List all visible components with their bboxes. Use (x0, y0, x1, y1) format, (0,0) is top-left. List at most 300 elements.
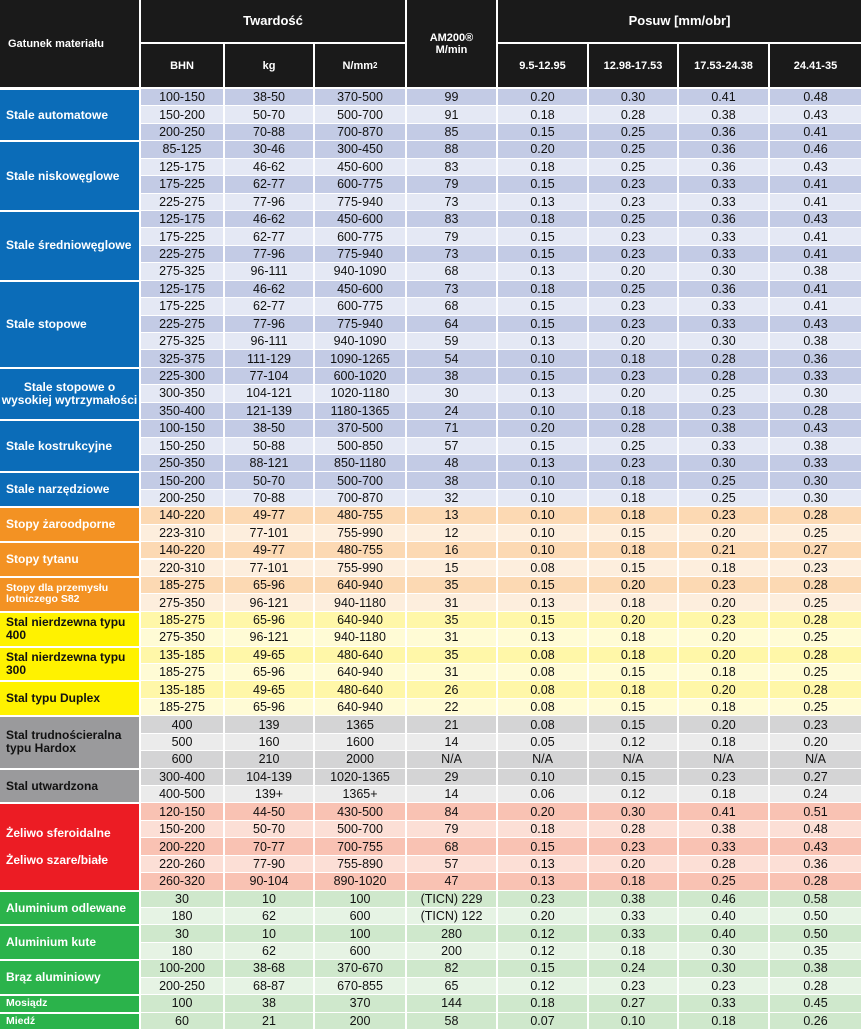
category-cell (0, 578, 139, 611)
table-cell: 30 (407, 385, 496, 402)
table-cell: 0.23 (498, 891, 587, 908)
table-cell: 0.27 (770, 769, 861, 786)
table-cell: 300-400 (141, 769, 223, 786)
table-cell: 180 (141, 908, 223, 925)
table-cell: 120-150 (141, 803, 223, 820)
table-cell: 0.30 (770, 385, 861, 402)
table-cell: 0.18 (679, 734, 768, 751)
table-cell: 99 (407, 89, 496, 106)
table-cell: 1365 (315, 716, 405, 733)
table-cell: 70-77 (225, 838, 313, 855)
table-cell: 77-90 (225, 856, 313, 873)
category-label: Stale automatowe (6, 107, 109, 122)
table-cell: 96-111 (225, 263, 313, 280)
table-cell: 0.25 (589, 124, 677, 141)
table-cell: 0.33 (589, 908, 677, 925)
category-cell (0, 212, 139, 280)
table-cell: 13 (407, 507, 496, 524)
table-cell: 0.21 (679, 542, 768, 559)
table-cell: 60 (141, 1013, 223, 1030)
header-feed-range-label: 17.53-24.38 (694, 59, 753, 72)
table-cell: 450-600 (315, 281, 405, 298)
table-cell: 0.43 (770, 159, 861, 176)
category-cell (0, 804, 139, 889)
table-cell: 0.38 (770, 960, 861, 977)
table-cell: 0.23 (770, 560, 861, 577)
table-cell: 0.20 (498, 420, 587, 437)
table-cell: 62 (225, 943, 313, 960)
table-cell: 0.23 (679, 978, 768, 995)
table-cell: 0.15 (589, 560, 677, 577)
table-cell: 0.08 (498, 560, 587, 577)
table-cell: 62-77 (225, 228, 313, 245)
table-cell: 0.33 (770, 368, 861, 385)
table-cell: 0.46 (770, 141, 861, 158)
table-cell: 46-62 (225, 211, 313, 228)
table-cell: 0.28 (770, 612, 861, 629)
table-cell: 0.25 (589, 281, 677, 298)
header-nmm-label: N/mm (342, 59, 374, 72)
table-cell: 225-275 (141, 246, 223, 263)
table-cell: 100 (315, 925, 405, 942)
table-cell: 0.23 (589, 455, 677, 472)
category-label: Żeliwo sferoidalne (6, 826, 111, 841)
table-cell: 38 (407, 368, 496, 385)
table-cell: (TICN) 229 (407, 891, 496, 908)
table-cell: 0.41 (770, 298, 861, 315)
table-cell: 0.12 (589, 734, 677, 751)
table-cell: 0.33 (679, 246, 768, 263)
table-cell: 0.23 (589, 194, 677, 211)
table-cell: 0.36 (679, 281, 768, 298)
table-cell: 0.18 (589, 594, 677, 611)
table-cell: 0.28 (770, 681, 861, 698)
table-cell: 0.38 (679, 821, 768, 838)
table-cell: 940-1090 (315, 263, 405, 280)
table-cell: 65-96 (225, 664, 313, 681)
table-cell: 0.43 (770, 316, 861, 333)
table-cell: 0.18 (589, 681, 677, 698)
table-cell: 0.18 (679, 786, 768, 803)
table-cell: 0.25 (770, 594, 861, 611)
table-cell: 0.13 (498, 263, 587, 280)
table-cell: 0.28 (679, 368, 768, 385)
table-cell: 0.23 (679, 577, 768, 594)
table-cell: 65-96 (225, 699, 313, 716)
table-cell: N/A (407, 751, 496, 768)
table-cell: 46-62 (225, 281, 313, 298)
table-cell: 82 (407, 960, 496, 977)
header-kg (225, 44, 313, 87)
table-cell: 500-700 (315, 472, 405, 489)
header-speed (407, 0, 496, 87)
header-feed-range-3 (679, 44, 768, 87)
table-cell: 57 (407, 856, 496, 873)
table-cell: 0.40 (679, 908, 768, 925)
table-cell: 14 (407, 786, 496, 803)
category-cell (0, 473, 139, 506)
table-cell: 0.28 (679, 856, 768, 873)
table-cell: 0.20 (589, 263, 677, 280)
table-cell: 0.15 (498, 577, 587, 594)
table-cell: 0.48 (770, 89, 861, 106)
table-cell: 0.30 (589, 803, 677, 820)
table-cell: 100-150 (141, 89, 223, 106)
table-cell: 450-600 (315, 159, 405, 176)
table-cell: 24 (407, 403, 496, 420)
table-cell: 100 (315, 891, 405, 908)
header-speed-line1: AM200® (429, 31, 474, 44)
table-cell: 16 (407, 542, 496, 559)
table-cell: 210 (225, 751, 313, 768)
table-cell: 140-220 (141, 507, 223, 524)
table-cell: 91 (407, 106, 496, 123)
table-cell: 0.20 (498, 89, 587, 106)
table-cell: 57 (407, 438, 496, 455)
table-cell: 200-250 (141, 124, 223, 141)
table-cell: 38-68 (225, 960, 313, 977)
category-label: Stale narzędziowe (6, 482, 110, 497)
header-nmm: N/mm 2 (315, 44, 405, 87)
table-cell: 185-275 (141, 699, 223, 716)
table-cell: 0.20 (679, 716, 768, 733)
table-cell: 140-220 (141, 542, 223, 559)
table-cell: 0.15 (589, 699, 677, 716)
table-cell: 121-139 (225, 403, 313, 420)
table-cell: 0.18 (498, 281, 587, 298)
header-feed-label: Posuw [mm/obr] (628, 13, 731, 28)
table-cell: 0.58 (770, 891, 861, 908)
header-bhn-label: BHN (170, 59, 194, 72)
table-cell: 50-70 (225, 106, 313, 123)
table-cell: 0.13 (498, 455, 587, 472)
table-cell: 775-940 (315, 316, 405, 333)
table-cell: 260-320 (141, 873, 223, 890)
table-cell: 600-1020 (315, 368, 405, 385)
table-cell: 0.30 (589, 89, 677, 106)
table-cell: 0.46 (679, 891, 768, 908)
table-cell: 185-275 (141, 612, 223, 629)
table-cell: 0.18 (589, 629, 677, 646)
table-cell: 0.18 (679, 1013, 768, 1030)
table-cell: 430-500 (315, 803, 405, 820)
header-feed-range-4 (770, 44, 861, 87)
table-cell: 0.33 (770, 455, 861, 472)
table-cell: 88-121 (225, 455, 313, 472)
table-cell: 700-870 (315, 124, 405, 141)
table-cell: 0.41 (679, 803, 768, 820)
table-cell: 96-111 (225, 333, 313, 350)
table-cell: 0.27 (589, 995, 677, 1012)
table-cell: 0.23 (589, 316, 677, 333)
table-cell: 68-87 (225, 978, 313, 995)
table-cell: 0.50 (770, 908, 861, 925)
table-cell: 68 (407, 298, 496, 315)
table-cell: 200 (407, 943, 496, 960)
table-cell: 14 (407, 734, 496, 751)
table-cell: 370-500 (315, 89, 405, 106)
table-cell: 10 (225, 891, 313, 908)
table-cell: 0.18 (589, 472, 677, 489)
table-cell: 0.25 (770, 664, 861, 681)
table-cell: 1600 (315, 734, 405, 751)
table-cell: 0.15 (498, 124, 587, 141)
table-cell: 65-96 (225, 612, 313, 629)
table-cell: 0.12 (498, 978, 587, 995)
table-cell: 220-310 (141, 560, 223, 577)
table-cell: 275-350 (141, 629, 223, 646)
category-label: Stopy dla przemysłu lotniczego S82 (6, 582, 109, 606)
table-cell: 38 (225, 995, 313, 1012)
table-cell: 62-77 (225, 176, 313, 193)
table-cell: 0.15 (589, 525, 677, 542)
table-cell: 890-1020 (315, 873, 405, 890)
table-cell: 79 (407, 176, 496, 193)
table-cell: 600-775 (315, 228, 405, 245)
table-cell: 68 (407, 263, 496, 280)
table-cell: 0.28 (679, 350, 768, 367)
table-cell: 125-175 (141, 159, 223, 176)
table-cell: 225-300 (141, 368, 223, 385)
table-cell: 0.23 (589, 246, 677, 263)
table-cell: 48 (407, 455, 496, 472)
table-cell: 0.13 (498, 873, 587, 890)
table-cell: 200-250 (141, 978, 223, 995)
table-cell: 90-104 (225, 873, 313, 890)
table-cell: 225-275 (141, 194, 223, 211)
table-cell: 0.08 (498, 716, 587, 733)
table-cell: 0.15 (498, 612, 587, 629)
table-cell: 0.27 (770, 542, 861, 559)
table-cell: 0.28 (770, 577, 861, 594)
category-cell (0, 613, 139, 646)
table-cell: 0.51 (770, 803, 861, 820)
table-cell: 0.28 (589, 821, 677, 838)
table-cell: 0.38 (679, 420, 768, 437)
category-cell (0, 770, 139, 803)
table-cell: 0.43 (770, 838, 861, 855)
table-cell: 0.28 (589, 420, 677, 437)
table-cell: 0.41 (770, 228, 861, 245)
table-cell: 79 (407, 821, 496, 838)
table-cell: 0.10 (498, 403, 587, 420)
table-cell: 0.38 (589, 891, 677, 908)
table-cell: 0.18 (589, 490, 677, 507)
category-cell (0, 90, 139, 140)
table-cell: 32 (407, 490, 496, 507)
table-cell: 850-1180 (315, 455, 405, 472)
table-cell: 275-325 (141, 263, 223, 280)
table-cell: 50-88 (225, 438, 313, 455)
category-cell (0, 996, 139, 1011)
category-cell (0, 543, 139, 576)
table-cell: N/A (498, 751, 587, 768)
table-cell: 0.25 (589, 211, 677, 228)
table-cell: 0.36 (679, 159, 768, 176)
table-cell: 68 (407, 838, 496, 855)
table-cell: 0.33 (679, 194, 768, 211)
category-label: Stale stopowe (6, 316, 87, 331)
table-cell: 96-121 (225, 594, 313, 611)
table-cell: 0.15 (498, 246, 587, 263)
table-cell: 100-200 (141, 960, 223, 977)
table-cell: 0.13 (498, 629, 587, 646)
table-cell: 370-500 (315, 420, 405, 437)
table-cell: 600-775 (315, 176, 405, 193)
table-cell: 0.41 (770, 281, 861, 298)
table-cell: 1020-1365 (315, 769, 405, 786)
table-cell: 50-70 (225, 821, 313, 838)
table-cell: 21 (407, 716, 496, 733)
table-cell: 0.20 (679, 629, 768, 646)
table-cell: 0.18 (589, 873, 677, 890)
table-cell: 38 (407, 472, 496, 489)
table-cell: 0.38 (770, 333, 861, 350)
category-label: Stal trudnościeralna typu Hardox (6, 728, 122, 756)
category-label: Stale stopowe o wysokiej wytrzymałości (1, 379, 138, 407)
table-cell: 0.10 (498, 472, 587, 489)
table-cell: 22 (407, 699, 496, 716)
table-cell: 0.15 (498, 838, 587, 855)
table-cell: 0.41 (770, 246, 861, 263)
table-cell: 0.05 (498, 734, 587, 751)
table-cell: 0.20 (679, 681, 768, 698)
table-cell: 200-250 (141, 490, 223, 507)
table-cell: 77-101 (225, 560, 313, 577)
category-cell (0, 961, 139, 994)
table-cell: 0.28 (770, 873, 861, 890)
table-cell: 0.18 (589, 507, 677, 524)
table-cell: 0.45 (770, 995, 861, 1012)
table-cell: 600 (315, 943, 405, 960)
category-cell (0, 142, 139, 210)
table-cell: 0.20 (770, 734, 861, 751)
table-cell: 0.18 (589, 350, 677, 367)
table-cell: 0.33 (679, 438, 768, 455)
table-cell: 0.06 (498, 786, 587, 803)
header-feed-range-label: 9.5-12.95 (519, 59, 566, 72)
table-cell: 275-350 (141, 594, 223, 611)
table-cell: 0.25 (589, 159, 677, 176)
table-cell: 0.18 (498, 821, 587, 838)
table-cell: 0.23 (679, 403, 768, 420)
table-cell: 71 (407, 420, 496, 437)
table-cell: 12 (407, 525, 496, 542)
table-cell: 370-670 (315, 960, 405, 977)
table-cell: 0.30 (679, 333, 768, 350)
table-cell: 180 (141, 943, 223, 960)
table-cell: 0.40 (679, 925, 768, 942)
header-material (0, 0, 139, 87)
table-cell: 30 (141, 925, 223, 942)
table-cell: 83 (407, 211, 496, 228)
table-cell: 30-46 (225, 141, 313, 158)
table-cell: 940-1180 (315, 629, 405, 646)
category-cell (0, 369, 139, 419)
table-cell: 0.25 (770, 699, 861, 716)
table-cell: 0.13 (498, 594, 587, 611)
table-cell: 0.13 (498, 333, 587, 350)
header-hardness-label: Twardość (243, 13, 303, 28)
table-cell: 0.33 (679, 298, 768, 315)
table-cell: 0.28 (770, 647, 861, 664)
table-cell: 0.13 (498, 385, 587, 402)
table-cell: 175-225 (141, 298, 223, 315)
table-cell: 0.50 (770, 925, 861, 942)
table-cell: 600 (315, 908, 405, 925)
table-cell: 0.15 (498, 316, 587, 333)
table-cell: 62-77 (225, 298, 313, 315)
table-cell: 0.28 (770, 507, 861, 524)
table-cell: 79 (407, 228, 496, 245)
category-label: Brąz aluminiowy (6, 970, 101, 985)
table-cell: 325-375 (141, 350, 223, 367)
category-cell (0, 508, 139, 541)
header-feed-range-label: 24.41-35 (793, 59, 838, 72)
table-cell: 0.36 (679, 211, 768, 228)
table-cell: 0.25 (679, 873, 768, 890)
table-cell: 0.12 (498, 925, 587, 942)
table-cell: 480-755 (315, 542, 405, 559)
table-cell: 139 (225, 716, 313, 733)
table-cell: 0.20 (589, 385, 677, 402)
table-cell: 111-129 (225, 350, 313, 367)
table-cell: 0.38 (770, 438, 861, 455)
table-cell: 280 (407, 925, 496, 942)
table-cell: 0.12 (589, 786, 677, 803)
table-cell: 0.41 (770, 124, 861, 141)
table-cell: 100 (141, 995, 223, 1012)
table-cell: 0.18 (498, 211, 587, 228)
table-cell: 49-77 (225, 507, 313, 524)
table-cell: 0.28 (770, 403, 861, 420)
table-cell: 0.18 (589, 542, 677, 559)
table-cell: 0.25 (679, 490, 768, 507)
table-cell: 670-855 (315, 978, 405, 995)
table-cell: 500-700 (315, 821, 405, 838)
table-cell: 77-101 (225, 525, 313, 542)
header-hardness (141, 0, 405, 42)
table-cell: 77-96 (225, 246, 313, 263)
table-cell: 150-250 (141, 438, 223, 455)
table-cell: 59 (407, 333, 496, 350)
table-cell: 0.25 (589, 141, 677, 158)
category-cell (0, 926, 139, 959)
table-cell: 104-121 (225, 385, 313, 402)
table-cell: 0.20 (498, 141, 587, 158)
table-cell: 640-940 (315, 699, 405, 716)
table-cell: 480-640 (315, 681, 405, 698)
category-label: Stale niskowęglowe (6, 168, 120, 183)
table-cell: 640-940 (315, 612, 405, 629)
table-cell: 0.10 (498, 769, 587, 786)
header-feed-range-2 (589, 44, 677, 87)
table-cell: N/A (589, 751, 677, 768)
table-cell: 77-96 (225, 194, 313, 211)
table-cell: 200 (315, 1013, 405, 1030)
table-cell: 0.15 (498, 960, 587, 977)
category-label: Stal typu Duplex (6, 691, 101, 706)
table-cell: 0.15 (589, 716, 677, 733)
table-cell: 0.23 (770, 716, 861, 733)
table-cell: 0.15 (589, 769, 677, 786)
table-cell: 0.20 (498, 908, 587, 925)
table-cell: 0.30 (679, 455, 768, 472)
category-label: Stale średniowęglowe (6, 238, 132, 253)
table-cell: 0.18 (589, 943, 677, 960)
table-cell: 755-890 (315, 856, 405, 873)
table-cell: 0.13 (498, 194, 587, 211)
